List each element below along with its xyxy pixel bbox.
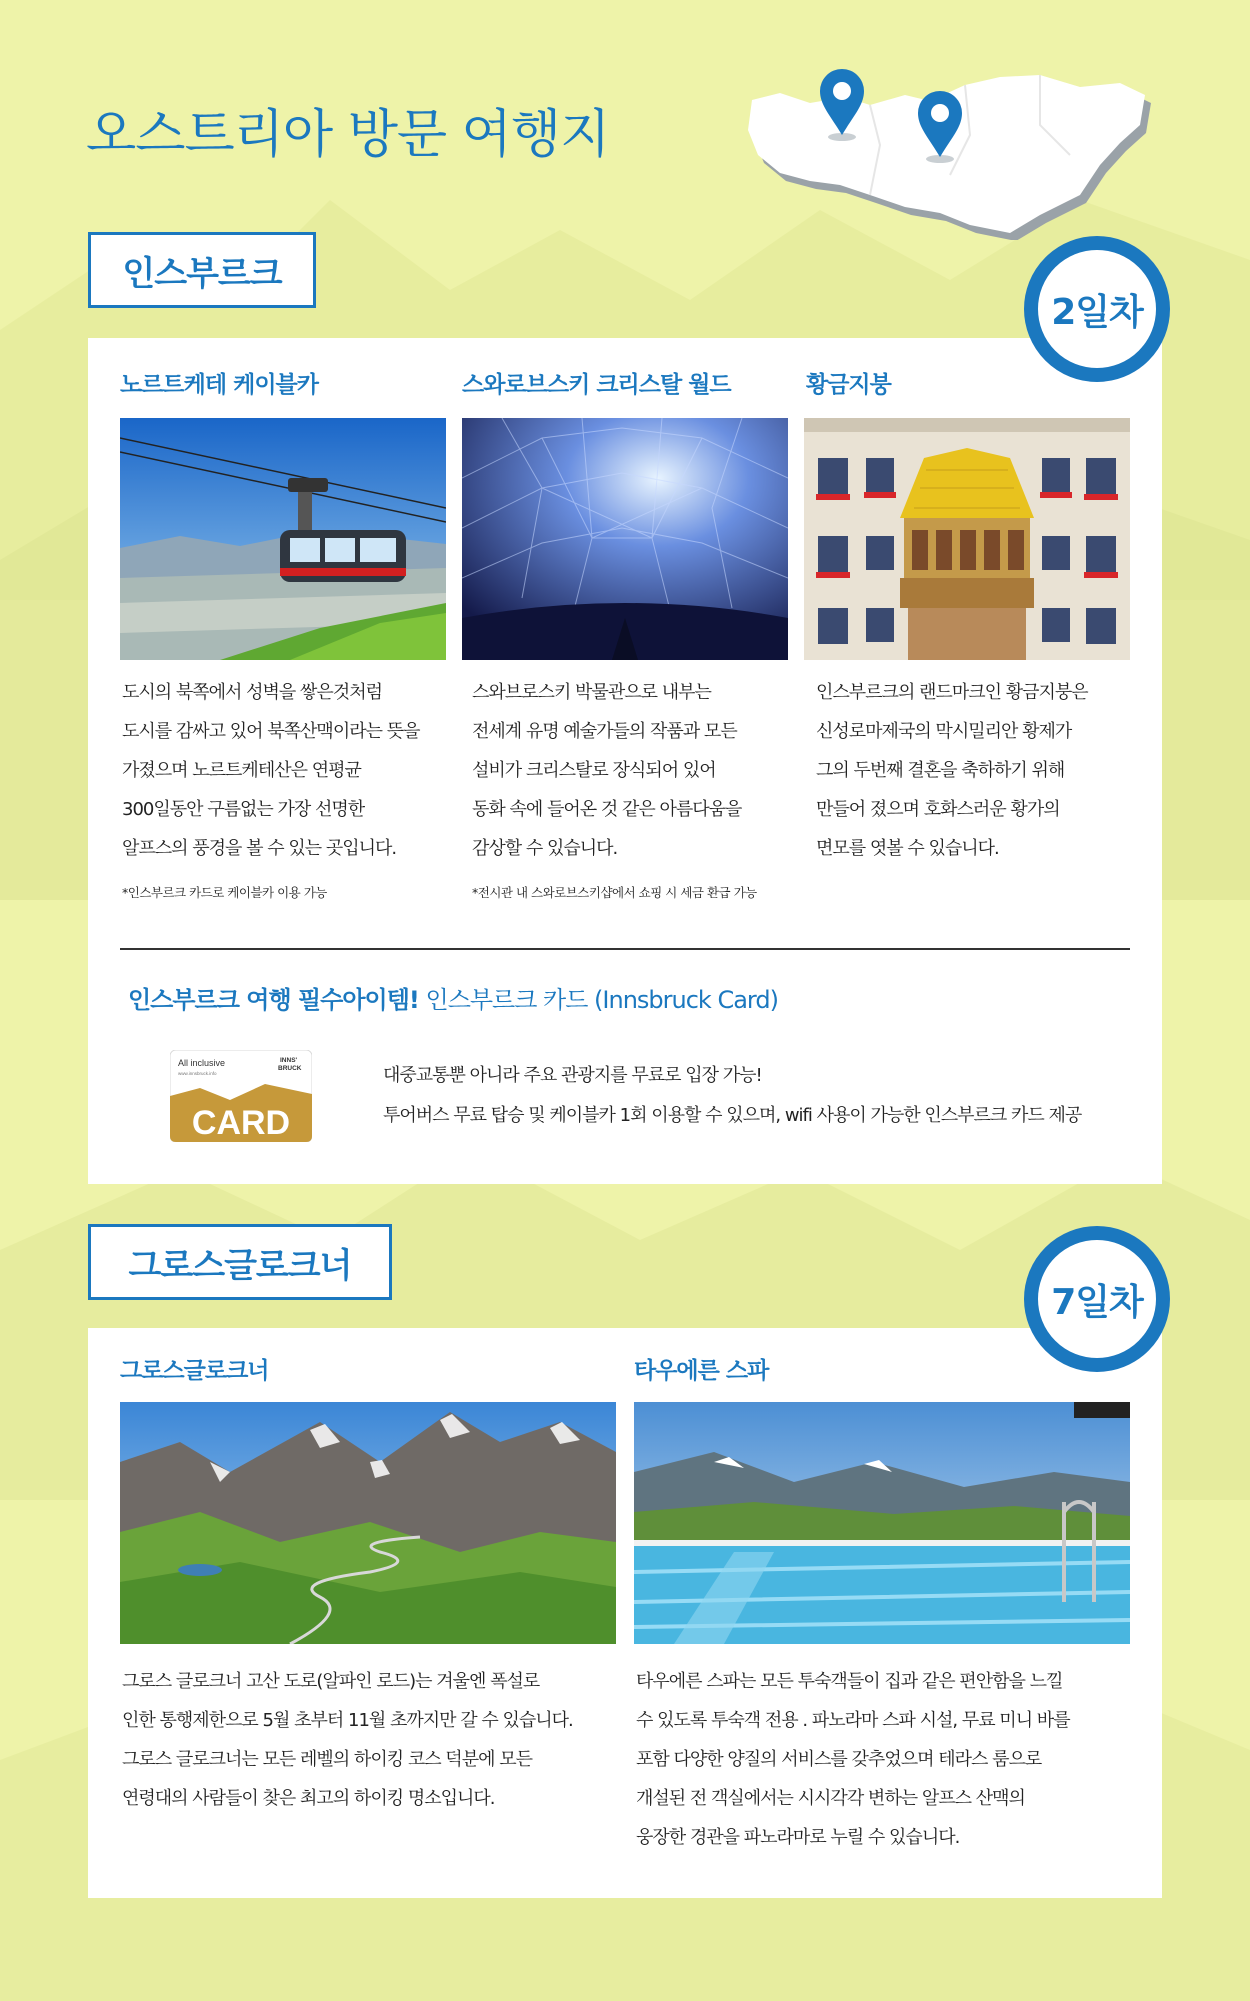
description-line: 포함 다양한 양질의 서비스를 갖추었으며 테라스 룸으로 [636, 1749, 1042, 1770]
description-line: 스와브로스키 박물관으로 내부는 [472, 682, 711, 703]
description-line: 감상할 수 있습니다. [472, 838, 618, 859]
section-tag-grossglockner: 그로스글로크너 [88, 1224, 392, 1300]
card-image-brand: BRUCK [278, 1065, 302, 1072]
section-tag-innsbruck: 인스부르크 [88, 232, 316, 308]
column-title: 노르트케테 케이블카 [120, 372, 318, 398]
description-line: 신성로마제국의 막시밀리안 황제가 [816, 721, 1072, 742]
card-image-text: All inclusive [178, 1058, 226, 1068]
innsbruck-card [88, 338, 1162, 1184]
description-line: 도시를 감싸고 있어 북쪽산맥이라는 뜻을 [122, 721, 420, 742]
description-line: 알프스의 풍경을 볼 수 있는 곳입니다. [122, 838, 397, 859]
description-line: 도시의 북쪽에서 성벽을 쌓은것처럼 [122, 682, 382, 703]
description-line: 만들어 졌으며 호화스러운 황가의 [816, 799, 1060, 820]
column-note: *전시관 내 스와로브스키샵에서 쇼핑 시 세금 환급 가능 [472, 885, 757, 900]
column-title: 스와로브스키 크리스탈 월드 [462, 372, 731, 398]
description-line: 수 있도록 투숙객 전용 . 파노라마 스파 시설, 무료 미니 바를 [636, 1710, 1070, 1731]
column-description [636, 1662, 1070, 1857]
description-line: 인스부르크의 랜드마크인 황금지붕은 [816, 682, 1088, 703]
description-line: 300일동안 구름없는 가장 선명한 [122, 799, 365, 820]
cable-car-photo [120, 418, 446, 660]
description-line: 타우에른 스파는 모든 투숙객들이 집과 같은 편안함을 느낄 [636, 1671, 1063, 1692]
column-description [122, 673, 419, 868]
column-title: 타우에른 스파 [634, 1358, 769, 1384]
description-line: 그로스 글로크너 고산 도로(알파인 로드)는 겨울엔 폭설로 [122, 1671, 540, 1692]
description-line: 전세계 유명 예술가들의 작품과 모든 [472, 721, 737, 742]
grossglockner-card [88, 1328, 1162, 1898]
card-image-url: www.innsbruck.info [178, 1071, 217, 1076]
description-line: 웅장한 경관을 파노라마로 누릴 수 있습니다. [636, 1827, 960, 1848]
card-image-label: CARD [191, 1104, 291, 1142]
day-badge: 2일차 [1024, 236, 1170, 382]
innsbruck-card-description [383, 1056, 1081, 1136]
golden-roof-photo [804, 418, 1130, 660]
description-line: 동화 속에 들어온 것 같은 아름다움을 [472, 799, 742, 820]
column-description [816, 673, 1088, 868]
spa-pool-photo [634, 1402, 1130, 1644]
day-badge: 7일차 [1024, 1226, 1170, 1372]
alpine-road-photo [120, 1402, 616, 1644]
divider [120, 948, 1130, 950]
crystal-dome-photo [462, 418, 788, 660]
column-description [472, 673, 741, 868]
innsbruck-card-heading-rest: 인스부르크 카드 (Innsbruck Card) [418, 986, 778, 1014]
description-line: 설비가 크리스탈로 장식되어 있어 [472, 760, 716, 781]
column-note: *인스부르크 카드로 케이블카 이용 가능 [122, 885, 327, 900]
innsbruck-card-heading-highlight: 인스부르크 여행 필수아이템! [128, 986, 419, 1014]
innsbruck-card-heading [128, 980, 778, 1015]
description-line: 대중교통뿐 아니라 주요 관광지를 무료로 입장 가능! [383, 1065, 762, 1086]
page-title: 오스트리아 방문 여행지 [86, 105, 610, 165]
description-line: 가졌으며 노르트케테산은 연평균 [122, 760, 361, 781]
column-title: 황금지붕 [806, 372, 891, 398]
innsbruck-card-image [170, 1050, 312, 1142]
description-line: 그로스 글로크너는 모든 레벨의 하이킹 코스 덕분에 모든 [122, 1749, 532, 1770]
description-line: 개설된 전 객실에서는 시시각각 변하는 알프스 산맥의 [636, 1788, 1025, 1809]
description-line: 연령대의 사람들이 찾은 최고의 하이킹 명소입니다. [122, 1788, 495, 1809]
description-line: 인한 통행제한으로 5월 초부터 11월 초까지만 갈 수 있습니다. [122, 1710, 573, 1731]
description-line: 투어버스 무료 탑승 및 케이블카 1회 이용할 수 있으며, wifi 사용이 가능한 인스부르크 카드 제공 [383, 1105, 1082, 1126]
austria-map [740, 55, 1160, 240]
card-image-brand: INNS' [280, 1057, 298, 1064]
description-line: 면모를 엿볼 수 있습니다. [816, 838, 999, 859]
description-line: 그의 두번째 결혼을 축하하기 위해 [816, 760, 1065, 781]
column-description [122, 1662, 573, 1818]
column-title: 그로스글로크너 [120, 1358, 269, 1384]
